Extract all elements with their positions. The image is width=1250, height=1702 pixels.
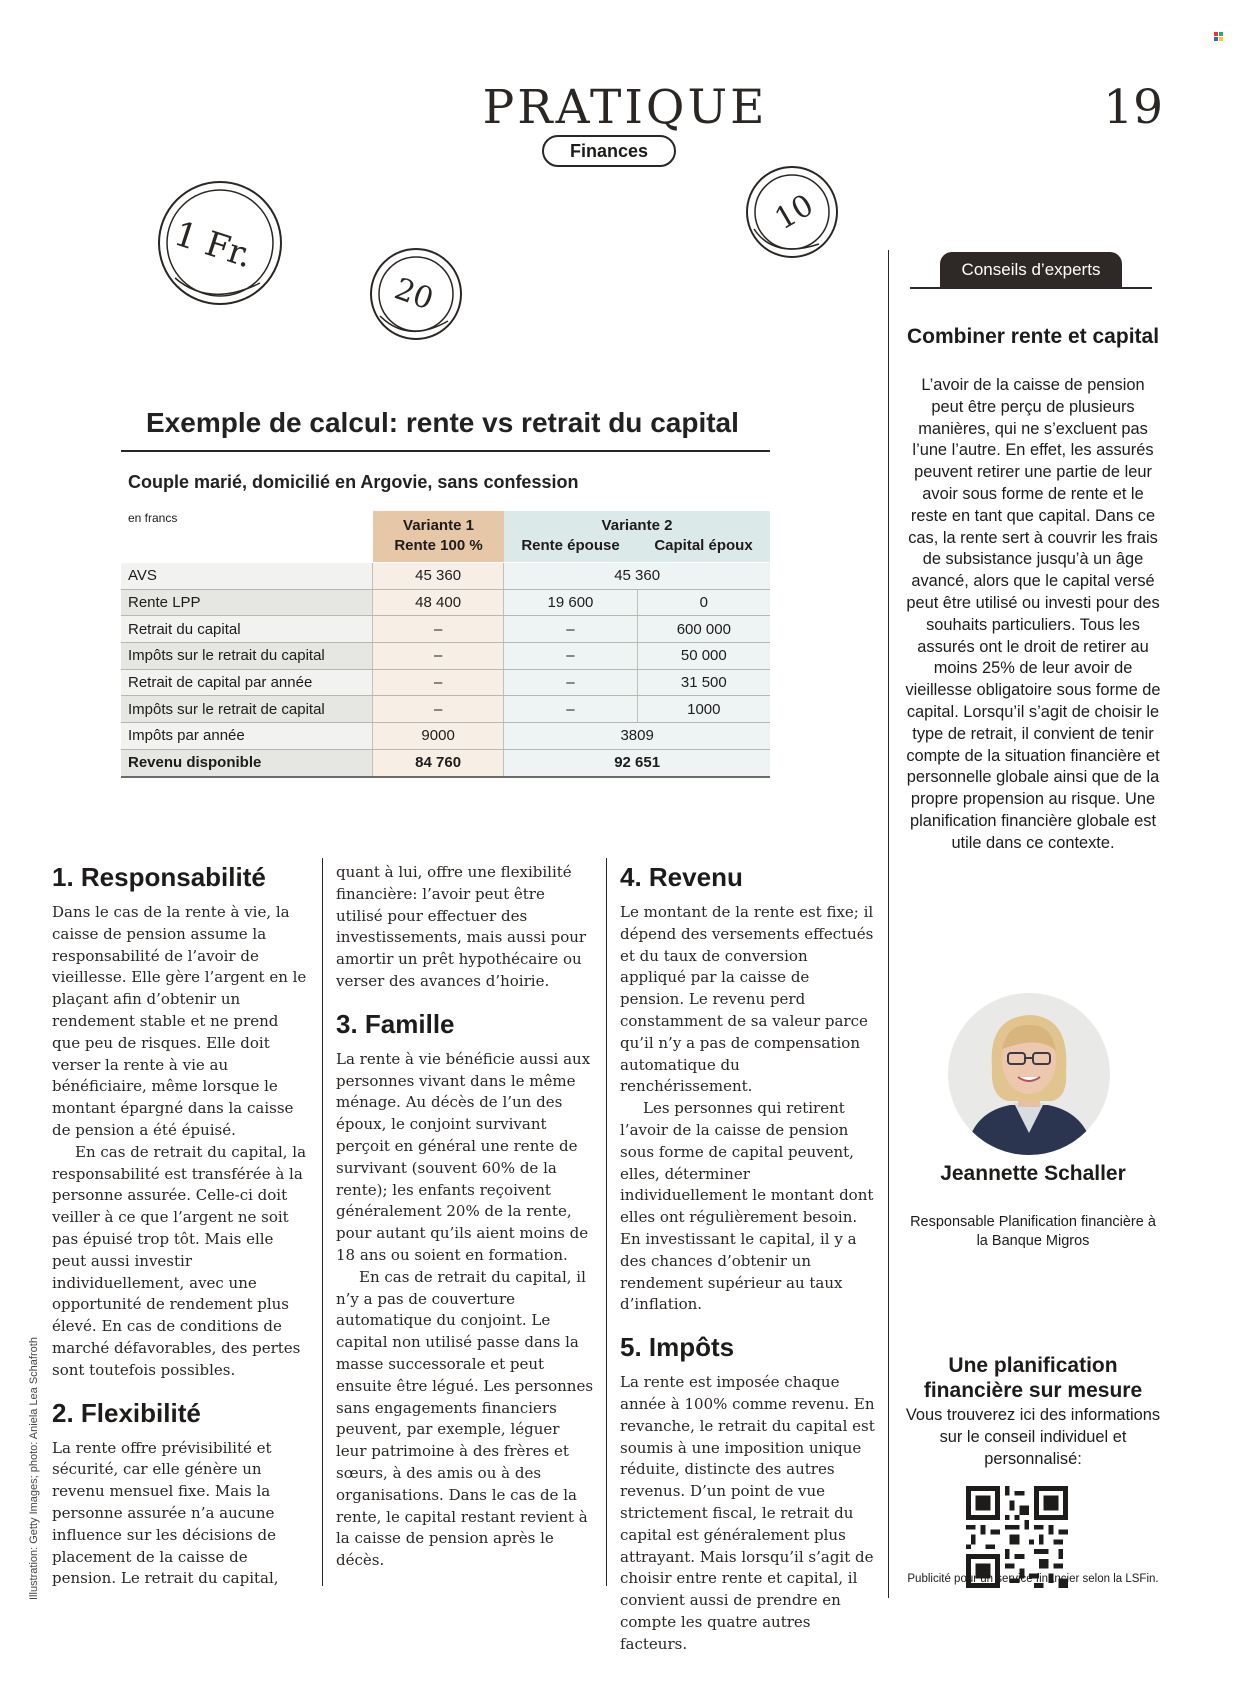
paragraph: La rente à vie bénéficie aussi aux personnes vivant dans le même ménage. Au décès de l’un des époux, le conjoint survivant perçoit en général une rente de survivant (souvent 60% de la rente); les enfants reçoivent généralement 20% de la rente, pour autant qu’ils aient moins de 18 ans ou soient en formation. [336, 1049, 591, 1264]
paragraph: En cas de retrait du capital, la responsabilité est transférée à la personne assurée. Celle-ci doit veiller à ce que l’argent ne soit pas épuisé trop tôt. Mais elle peut aussi investir individuellement, avec une opportunité de rendement plus élevé. En cas de conditions de marché défavorables, des pertes sont toutefois possibles. [52, 1142, 307, 1379]
cell-variante1: – [372, 696, 503, 723]
cell-capital-epoux: 31 500 [637, 669, 770, 696]
variante2-title: Variante 2 [601, 517, 673, 534]
sidebar-body-text: L’avoir de la caisse de pension peut être perçu de plusieurs manières, qui ne s’excluent pas l’une l’autre. En effet, les assurés peuvent retirer une partie de leur avoir sous forme de rente et le reste en tant que capital. Dans ce cas, la rente sert à couvrir les frais de subsistance jusqu’à un âge avancé, alors que le capital versé peut être utilisé ou investi pour des souhaits particuliers. Tous les assurés ont le droit de retirer au moins 25% de leur avoir de vieillesse obligatoire sous forme de capital. Lorsqu’il s’agit de choisir le type de retrait, il convient de tenir compte de la situation financière et personnelle globale ainsi que de la propre propension au risque. Une planification financière globale est utile dans ce contexte. [905, 376, 1161, 852]
table-row [121, 669, 770, 696]
cell-rente-epouse: – [504, 669, 637, 696]
table-row [121, 563, 770, 589]
row-label: Impôts sur le retrait du capital [121, 643, 372, 670]
section-heading-impots: 5. Impôts [620, 1332, 735, 1363]
cell-rente-epouse: 19 600 [504, 589, 637, 616]
paragraph: Dans le cas de la rente à vie, la caisse de pension assume la responsabilité de l’avoir de vieillesse. Elle gère l’argent en le plaçant afin d’obtenir un rendement stable et ne prend que peu de risques. Elle doit verser la rente à vie au bénéficiaire, même lorsque le montant épargné dans la caisse de pension a été épuisé. [52, 903, 307, 1139]
paragraph: quant à lui, offre une flexibilité financière: l’avoir peut être utilisé pour effectuer des investissements, mais aussi pour amortir un prêt hypothécaire ou verser des avances d’hoirie. [336, 863, 587, 990]
article-column-3 [620, 862, 877, 1656]
variante2-sub-capital-epoux: Capital époux [654, 537, 753, 554]
row-label: Rente LPP [121, 589, 372, 616]
cell-variante1: 48 400 [372, 589, 503, 616]
sidebar-divider [888, 250, 889, 1598]
page-section-title: PRATIQUE [482, 80, 768, 135]
photo-credit: Illustration: Getty Images; photo: Aniela Lea Schafroth [28, 1337, 40, 1600]
cell-variante2: 45 360 [504, 563, 770, 589]
variante1-header [373, 511, 504, 562]
table-row [121, 696, 770, 723]
coin-20-label: 20 [389, 271, 438, 318]
sidebar-heading: Combiner rente et capital [906, 325, 1160, 348]
cell-variante1: – [372, 669, 503, 696]
article-column-1 [52, 862, 309, 1590]
row-label: Retrait de capital par année [121, 669, 372, 696]
table-title: Exemple de calcul: rente vs retrait du capital [146, 407, 739, 438]
table-unit-label: en francs [128, 511, 178, 525]
cell-rente-epouse: – [504, 696, 637, 723]
cell-variante1: 9000 [372, 723, 503, 750]
article-column-2 [336, 862, 593, 1572]
sidebar-label: Conseils d’experts [940, 252, 1122, 288]
expert-name: Jeannette Schaller [940, 1162, 1126, 1185]
table-title-rule [121, 450, 770, 452]
coin-20-illustration [368, 246, 464, 342]
cell-variante1: 84 760 [372, 749, 503, 776]
row-label: Impôts sur le retrait de capital [121, 696, 372, 723]
cell-capital-epoux: 1000 [637, 696, 770, 723]
paragraph: Les personnes qui retirent l’avoir de la caisse de pension sous forme de capital peuvent, elles, déterminer individuellement le montant dont elles ont régulièrement besoin. En investissant le capital, il y a des chances d’obtenir un rendement supérieur au taux d’inflation. [620, 1099, 874, 1314]
cell-rente-epouse: – [504, 616, 637, 643]
paragraph: La rente offre prévisibilité et sécurité, car elle génère un revenu mensuel fixe. Mais la personne assurée n’a aucune influence sur les décisions de placement de la caisse de pension. Le retrait du capital, [52, 1438, 279, 1588]
cell-variante1: – [372, 643, 503, 670]
cell-capital-epoux: 50 000 [637, 643, 770, 670]
coin-1fr-illustration [155, 178, 285, 308]
coin-10-label: 10 [768, 187, 820, 238]
row-label: Retrait du capital [121, 616, 372, 643]
coin-10-illustration [744, 164, 840, 260]
coin-1fr-label: 1 Fr. [169, 213, 258, 277]
section-heading-flexibilite: 2. Flexibilité [52, 1397, 201, 1428]
cell-variante2: 92 651 [504, 749, 770, 776]
paragraph: La rente est imposée chaque année à 100% comme revenu. En revanche, le retrait du capital est soumis à une imposition unique réduite, distincte des autres revenus. D’un point de vue strictement fiscal, le retrait du capital est généralement plus attrayant. Mais lorsqu’il s’agit de choisir entre rente et capital, il convient aussi de prendre en compte les quatre autres facteurs. [620, 1373, 875, 1653]
row-label: Revenu disponible [121, 749, 372, 776]
column-divider [322, 858, 323, 1586]
variante1-subtitle: Rente 100 % [394, 537, 483, 554]
section-heading-famille: 3. Famille [336, 1008, 455, 1039]
section-tag: Finances [542, 135, 676, 167]
table-row [121, 723, 770, 750]
calculation-table [121, 563, 770, 778]
sidebar-label-rule [910, 287, 1152, 289]
advertising-disclaimer: Publicité pour un service financier selon la LSFin. [907, 1573, 1159, 1585]
cell-variante1: 45 360 [372, 563, 503, 589]
paragraph: En cas de retrait du capital, il n’y a pas de couverture automatique du conjoint. Le capital non utilisé passe dans la masse successorale et peut ensuite être légué. Les personnes sans engagements financiers peuvent, par exemple, léguer leur patrimoine à des frères et sœurs, à des amis ou à des organisations. Dans le cas de la rente, le capital restant revient à la caisse de pension après le décès. [336, 1267, 594, 1570]
cell-capital-epoux: 0 [637, 589, 770, 616]
table-row-total [121, 749, 770, 776]
table-row [121, 643, 770, 670]
cell-capital-epoux: 600 000 [637, 616, 770, 643]
table-row [121, 616, 770, 643]
expert-portrait [948, 993, 1110, 1155]
promo-text: Vous trouverez ici des informations sur le conseil individuel et personnalisé: [905, 1406, 1161, 1468]
table-subtitle: Couple marié, domicilié en Argovie, sans confession [128, 472, 579, 492]
promo-heading: Une planification financière sur mesure [923, 1354, 1143, 1402]
section-heading-responsabilite: 1. Responsabilité [52, 862, 266, 892]
row-label: Impôts par année [121, 723, 372, 750]
expert-role: Responsable Planification financière à la Banque Migros [910, 1214, 1156, 1249]
column-divider [606, 858, 607, 1586]
row-label: AVS [121, 563, 372, 589]
corner-color-mark [1214, 32, 1223, 41]
variante1-title: Variante 1 [403, 517, 474, 534]
cell-rente-epouse: – [504, 643, 637, 670]
section-heading-revenu: 4. Revenu [620, 862, 743, 892]
paragraph: Le montant de la rente est fixe; il dépend des versements effectués et du taux de conversion appliqué par la caisse de pension. Le revenu perd constamment de sa valeur parce qu’il n’y a pas de compensation automatique du renchérissement. [620, 903, 874, 1096]
cell-variante1: – [372, 616, 503, 643]
page-number: 19 [1103, 80, 1163, 135]
cell-variante2: 3809 [504, 723, 770, 750]
variante2-sub-rente-epouse: Rente épouse [521, 537, 620, 554]
variante2-header [504, 511, 770, 562]
table-row [121, 589, 770, 616]
